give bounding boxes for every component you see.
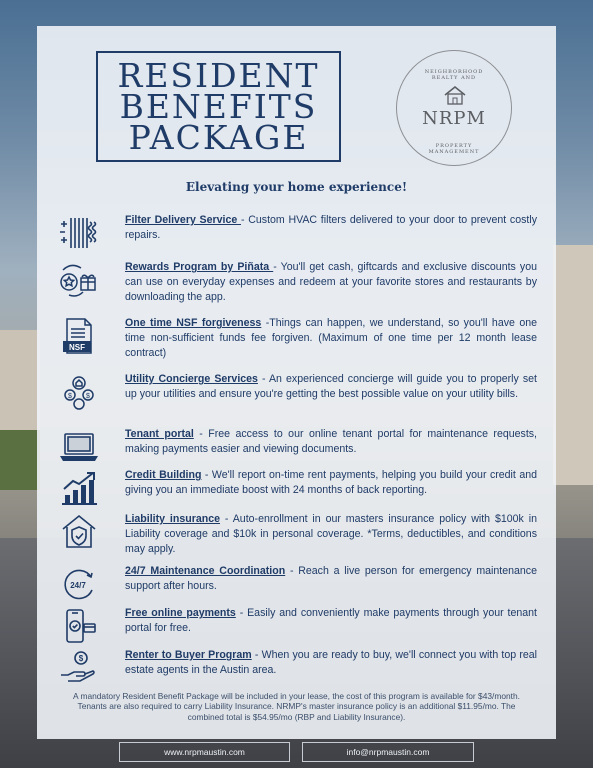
benefit-text — [125, 648, 537, 678]
benefit-liability-insurance — [57, 512, 537, 556]
benefit-text — [125, 468, 537, 498]
benefit-description: - Custom HVAC filters delivered to your door to prevent costly repairs. — [125, 214, 538, 241]
rewards-icon — [57, 260, 101, 300]
email-link[interactable]: info@nrpmaustin.com — [302, 742, 474, 762]
benefit-text — [125, 606, 537, 636]
benefit-heading: Credit Building — [125, 469, 202, 481]
house-icon — [442, 84, 468, 106]
benefit-credit-building — [57, 468, 537, 512]
benefit-text — [125, 512, 537, 556]
pricing-footnote: A mandatory Resident Benefit Package will be included in your lease, the cost of this program is available for $43/month. Tenants are also required to carry Liability Insurance. NRMP's master insurance policy is an additional $11.95/mo. The combined total is $54.95/mo (RBP and Liability Insurance). — [73, 691, 520, 722]
utility-icon — [57, 372, 101, 412]
benefit-tenant-portal — [57, 427, 537, 471]
benefit-heading: Rewards Program by Piñata — [125, 261, 274, 273]
benefit-nsf-forgiveness — [57, 316, 537, 360]
benefit-description: -Things can happen, we understand, so you'll have one time non-sufficient funds fee forgiven. (Maximum of one time per 12 month lease contract) — [125, 317, 537, 359]
nsf-icon-label: NSF — [69, 343, 85, 352]
benefit-description: - Reach a live person for emergency maintenance support after hours. — [125, 565, 537, 592]
logo-name: NRPM — [422, 108, 486, 129]
page-title: RESIDENT BENEFITS PACKAGE — [117, 56, 320, 157]
house-shield-icon — [57, 512, 101, 552]
benefit-text — [125, 564, 537, 594]
title-box — [96, 51, 341, 162]
tagline: Elevating your home experience! — [185, 180, 408, 194]
nsf-document-icon — [57, 316, 101, 356]
company-logo — [396, 50, 512, 166]
website-link[interactable]: www.nrpmaustin.com — [119, 742, 290, 762]
background-house-left — [0, 330, 40, 440]
hand-dollar-icon — [57, 648, 101, 688]
flyer-panel — [37, 26, 556, 739]
benefit-description: - You'll get cash, giftcards and exclusive discounts you can use on everyday expenses and redeem at your favorite stores and restaurants by downloading the app. — [125, 261, 537, 303]
benefit-heading: Renter to Buyer Program — [125, 649, 252, 661]
benefit-utility-concierge — [57, 372, 537, 416]
clock-24-7-icon — [57, 564, 101, 604]
laptop-icon — [57, 427, 101, 467]
benefit-description: - When you are ready to buy, we'll connect you with top real estate agents in the Austin area. — [125, 649, 537, 676]
benefit-text — [125, 316, 537, 360]
background-house-right — [553, 245, 593, 485]
svg-text:$: $ — [78, 654, 84, 663]
benefit-free-online-payments — [57, 606, 537, 650]
logo-arc-bottom-text: PROPERTY MANAGEMENT — [428, 143, 480, 155]
benefit-description: - An experienced concierge will guide you to properly set up your utilities and ensure you're getting the best possible value on your utility bills. — [125, 373, 537, 400]
benefit-text — [125, 372, 537, 402]
benefit-text — [125, 427, 537, 457]
clock-icon-label: 24/7 — [70, 581, 86, 590]
benefit-maintenance-coordination — [57, 564, 537, 608]
benefit-description: - We'll report on-time rent payments, helping you build your credit and giving you an immediate boost with 24 months of back reporting. — [125, 469, 538, 496]
phone-payment-icon — [57, 606, 101, 646]
svg-text:$: $ — [86, 393, 90, 400]
benefit-rewards-program — [57, 260, 537, 304]
benefit-text — [125, 213, 537, 243]
benefit-heading: Utility Concierge Services — [125, 373, 258, 385]
benefit-heading: Tenant portal — [125, 428, 194, 440]
growth-chart-icon — [57, 468, 101, 508]
benefit-heading: One time NSF forgiveness — [125, 317, 262, 329]
logo-arc-top-text: NEIGHBORHOOD REALTY AND — [424, 69, 484, 81]
benefit-heading: Filter Delivery Service — [125, 214, 241, 226]
benefit-filter-delivery — [57, 213, 537, 257]
benefit-heading: Liability insurance — [125, 513, 220, 525]
benefit-description: - Free access to our online tenant portal for maintenance requests, making payments easier and viewing documents. — [125, 428, 538, 455]
filter-icon — [57, 213, 101, 253]
benefit-heading: Free online payments — [125, 607, 236, 619]
benefit-description: - Auto-enrollment in our masters insurance policy with $100k in Liability coverage and $10k in personal coverage. *Terms, deductibles, and conditions may apply. — [125, 513, 537, 555]
benefit-renter-to-buyer — [57, 648, 537, 692]
benefit-text — [125, 260, 537, 304]
svg-text:$: $ — [68, 393, 72, 400]
benefit-description: - Easily and conveniently make payments through your tenant portal for free. — [125, 607, 537, 634]
background-lawn — [0, 430, 40, 490]
benefit-heading: 24/7 Maintenance Coordination — [125, 565, 286, 577]
